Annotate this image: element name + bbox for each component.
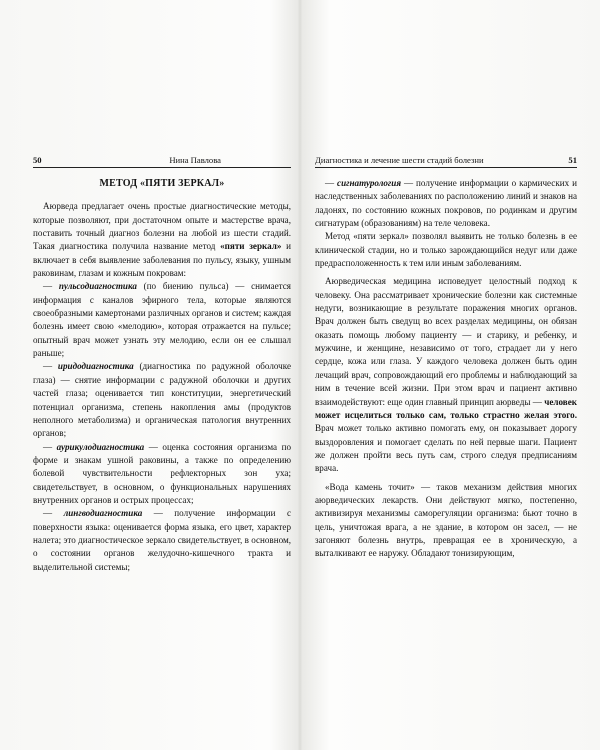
paragraph: — аурикулодиагностика — оценка состояния организма по форме и знакам ушной раковины, а также по определению болевой чувствительности рефлекторных зон уха; свидетельствует, в основном, о функциональных нарушениях внутренних органов и острых процессах; (33, 441, 291, 505)
page-number: 50 (33, 155, 42, 165)
paragraph: Метод «пяти зеркал» позволял выявить не только болезнь в ее клинической стадии, но и только зарождающийся недуг или даже предрасположенность к тем или иным заболеваниям. (315, 231, 577, 269)
right-page-header (315, 155, 577, 168)
paragraph: «Вода камень точит» — таков механизм действия многих аюрведических лекарств. Они действуют мягко, постепенно, активизируя механизмы саморегуляции организма: бьют точно в цель, уничтожая врага, а не здание, в котором он засел, — не загоняют болезнь внутрь, превращая ее в хроническую, а выталкивают ее наружу. Обладают тонизирующим, (315, 481, 577, 559)
paragraph: Аюрведа предлагает очень простые диагностические методы, которые позволяют, при достаточном опыте и мастерстве врача, поставить точный диагноз болезни на любой из шести стадий. Такая диагностика получила название метод «пяти зеркал» и включает в себя выявление заболевания по пульсу, языку, ушным раковинам, глазам и кожным покровам: (33, 201, 292, 279)
page-number: 51 (568, 155, 577, 165)
right-page (315, 155, 577, 561)
left-page-header (33, 155, 291, 168)
running-head: Нина Павлова (169, 155, 221, 165)
left-page-body (33, 177, 291, 574)
paragraph: Аюрведическая медицина исповедует целостный подход к человеку. Она рассматривает хронические болезни как системные недуги, возникающие в результате поражения многих органов. Врач должен быть сведущ во всех разделах медицины, он обязан оказать помощь любому пациенту — и старику, и ребенку, и мужчине, и женщине, независимо от того, страдает ли у него сердце, кожа или глаза. У каждого человека должен быть один лечащий врач, сопровождающий его проблемы и наблюдающий за ним в течение всей жизни. При этом врач и пациент активно взаимодействуют: еще один главный принцип аюрведы — человек может исцелиться только сам, только страстно желая этого. Врач может только активно помогать ему, он показывает дорогу выздоровления и помогает сделать по ней первые шаги. Пациент же должен пройти весь путь сам, строго следуя предписаниям врача. (315, 276, 577, 474)
section-heading: МЕТОД «ПЯТИ ЗЕРКАЛ» (99, 178, 225, 189)
paragraph: — иридодиагностика (диагностика по радужной оболочке глаза) — снятие информации с радужной оболочки и других частей глаза; оценивается тип конституции, энергетический потенциал организма, степень накопления амы (продуктов неполного метаболизма) и органическая патология внутренних органов; (33, 361, 291, 439)
running-head: Диагностика и лечение шести стадий болезни (315, 155, 484, 165)
right-page-body (315, 177, 577, 561)
left-page (33, 155, 291, 574)
paragraph: — лингводиагностика — получение информации с поверхности языка: оценивается форма языка, его цвет, характер налета; это диагностическое зеркало свидетельствует, в основном, о состоянии органов желудочно-кишечного тракта и выделительной системы; (33, 508, 291, 572)
paragraph: — пульсодиагностика (по биению пульса) — снимается информация с каналов эфирного тела, которые являются своеобразными камертонами различных органов и систем; каждая болезнь имеет свою «мелодию», которая отражается на пульсе; опытный врач может узнать эту мелодию, если он ее слышал раньше; (33, 281, 291, 359)
paragraph: — сигнатурология — получение информации о кармических и наследственных заболеваниях по расположению линий и знаков на ладонях, по состоянию кожных покровов, по родинкам и другим сигнатурам (образованиям) на теле человека. (315, 178, 577, 229)
